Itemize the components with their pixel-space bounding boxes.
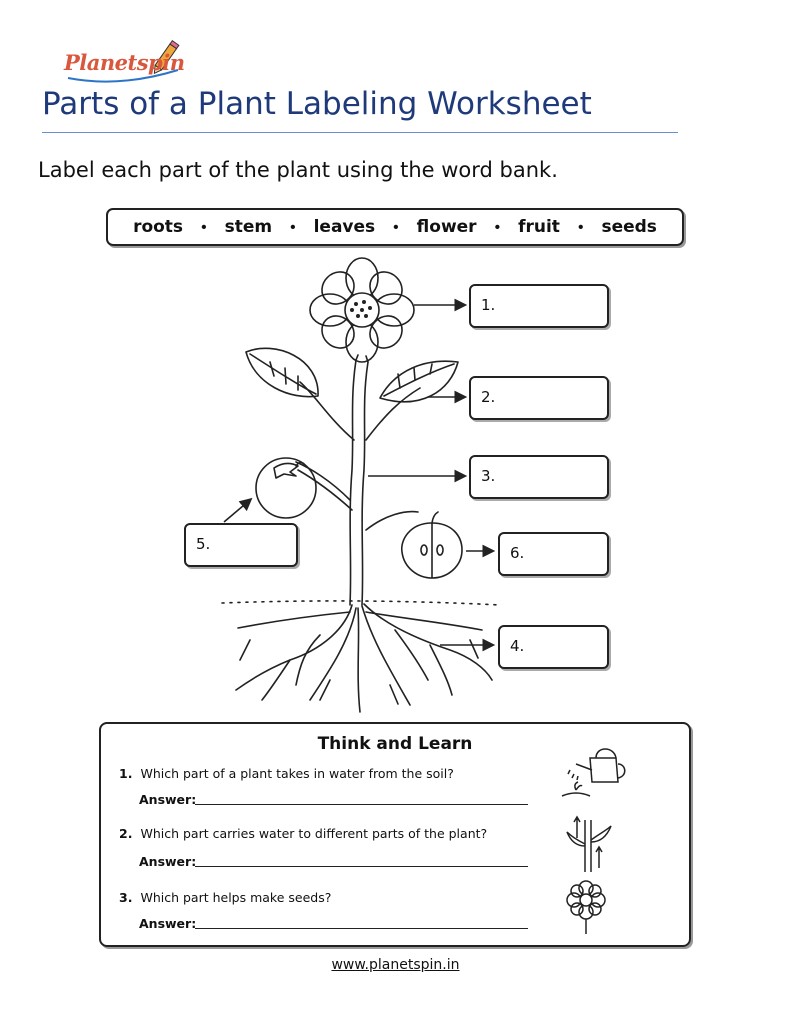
planetspin-logo: [60, 38, 200, 86]
word-bank-separator: •: [201, 218, 207, 236]
label-number: 3.: [481, 467, 496, 485]
label-box-6[interactable]: [498, 532, 609, 576]
question-2: [119, 826, 487, 841]
question-number: 2.: [119, 826, 133, 841]
label-box-1[interactable]: [469, 284, 609, 328]
label-box-3[interactable]: [469, 455, 609, 499]
word-bank-item: roots: [133, 217, 184, 237]
think-title: Think and Learn: [317, 734, 473, 754]
word-bank-item: flower: [416, 217, 477, 237]
label-number: 5.: [196, 535, 211, 553]
answer-label: Answer:: [139, 792, 197, 807]
word-bank-separator: •: [393, 218, 399, 236]
logo-text: Planetspin: [64, 50, 185, 75]
question-number: 1.: [119, 766, 133, 781]
word-bank-item: seeds: [601, 217, 657, 237]
answer-line-1[interactable]: [195, 804, 528, 805]
roots: [236, 604, 492, 712]
flower-icon: [561, 876, 611, 936]
stem: [350, 360, 356, 605]
tomato-fruit: [256, 458, 316, 518]
soil-line: [222, 601, 500, 605]
question-1: [119, 766, 454, 781]
word-bank-item: leaves: [313, 217, 376, 237]
label-number: 1.: [481, 296, 496, 314]
word-bank: [106, 208, 684, 246]
answer-label: Answer:: [139, 854, 197, 869]
label-number: 4.: [510, 637, 525, 655]
label-box-4[interactable]: [498, 625, 609, 669]
question-number: 3.: [119, 890, 133, 905]
word-bank-separator: •: [290, 218, 296, 236]
word-bank-separator: •: [578, 218, 584, 236]
label-box-2[interactable]: [469, 376, 609, 420]
label-number: 6.: [510, 544, 525, 562]
question-3: [119, 890, 331, 905]
question-text: Which part of a plant takes in water from the soil?: [140, 766, 454, 781]
stem-arrows-icon: [561, 814, 617, 876]
answer-line-3[interactable]: [195, 928, 528, 929]
question-text: Which part carries water to different parts of the plant?: [140, 826, 488, 841]
instruction-text: Label each part of the plant using the word bank.: [38, 158, 558, 182]
word-bank-item: stem: [224, 217, 273, 237]
watering-can-icon: [556, 740, 634, 806]
flower-head: [310, 258, 414, 362]
think-and-learn-box: [99, 722, 691, 947]
question-text: Which part helps make seeds?: [140, 890, 332, 905]
page-title: Parts of a Plant Labeling Worksheet: [42, 86, 592, 122]
word-bank-item: fruit: [518, 217, 560, 237]
word-bank-separator: •: [494, 218, 500, 236]
answer-line-2[interactable]: [195, 866, 528, 867]
label-box-5[interactable]: [184, 523, 298, 567]
answer-label: Answer:: [139, 916, 197, 931]
title-divider: [42, 132, 678, 133]
footer-url[interactable]: www.planetspin.in: [331, 957, 460, 973]
label-number: 2.: [481, 388, 496, 406]
